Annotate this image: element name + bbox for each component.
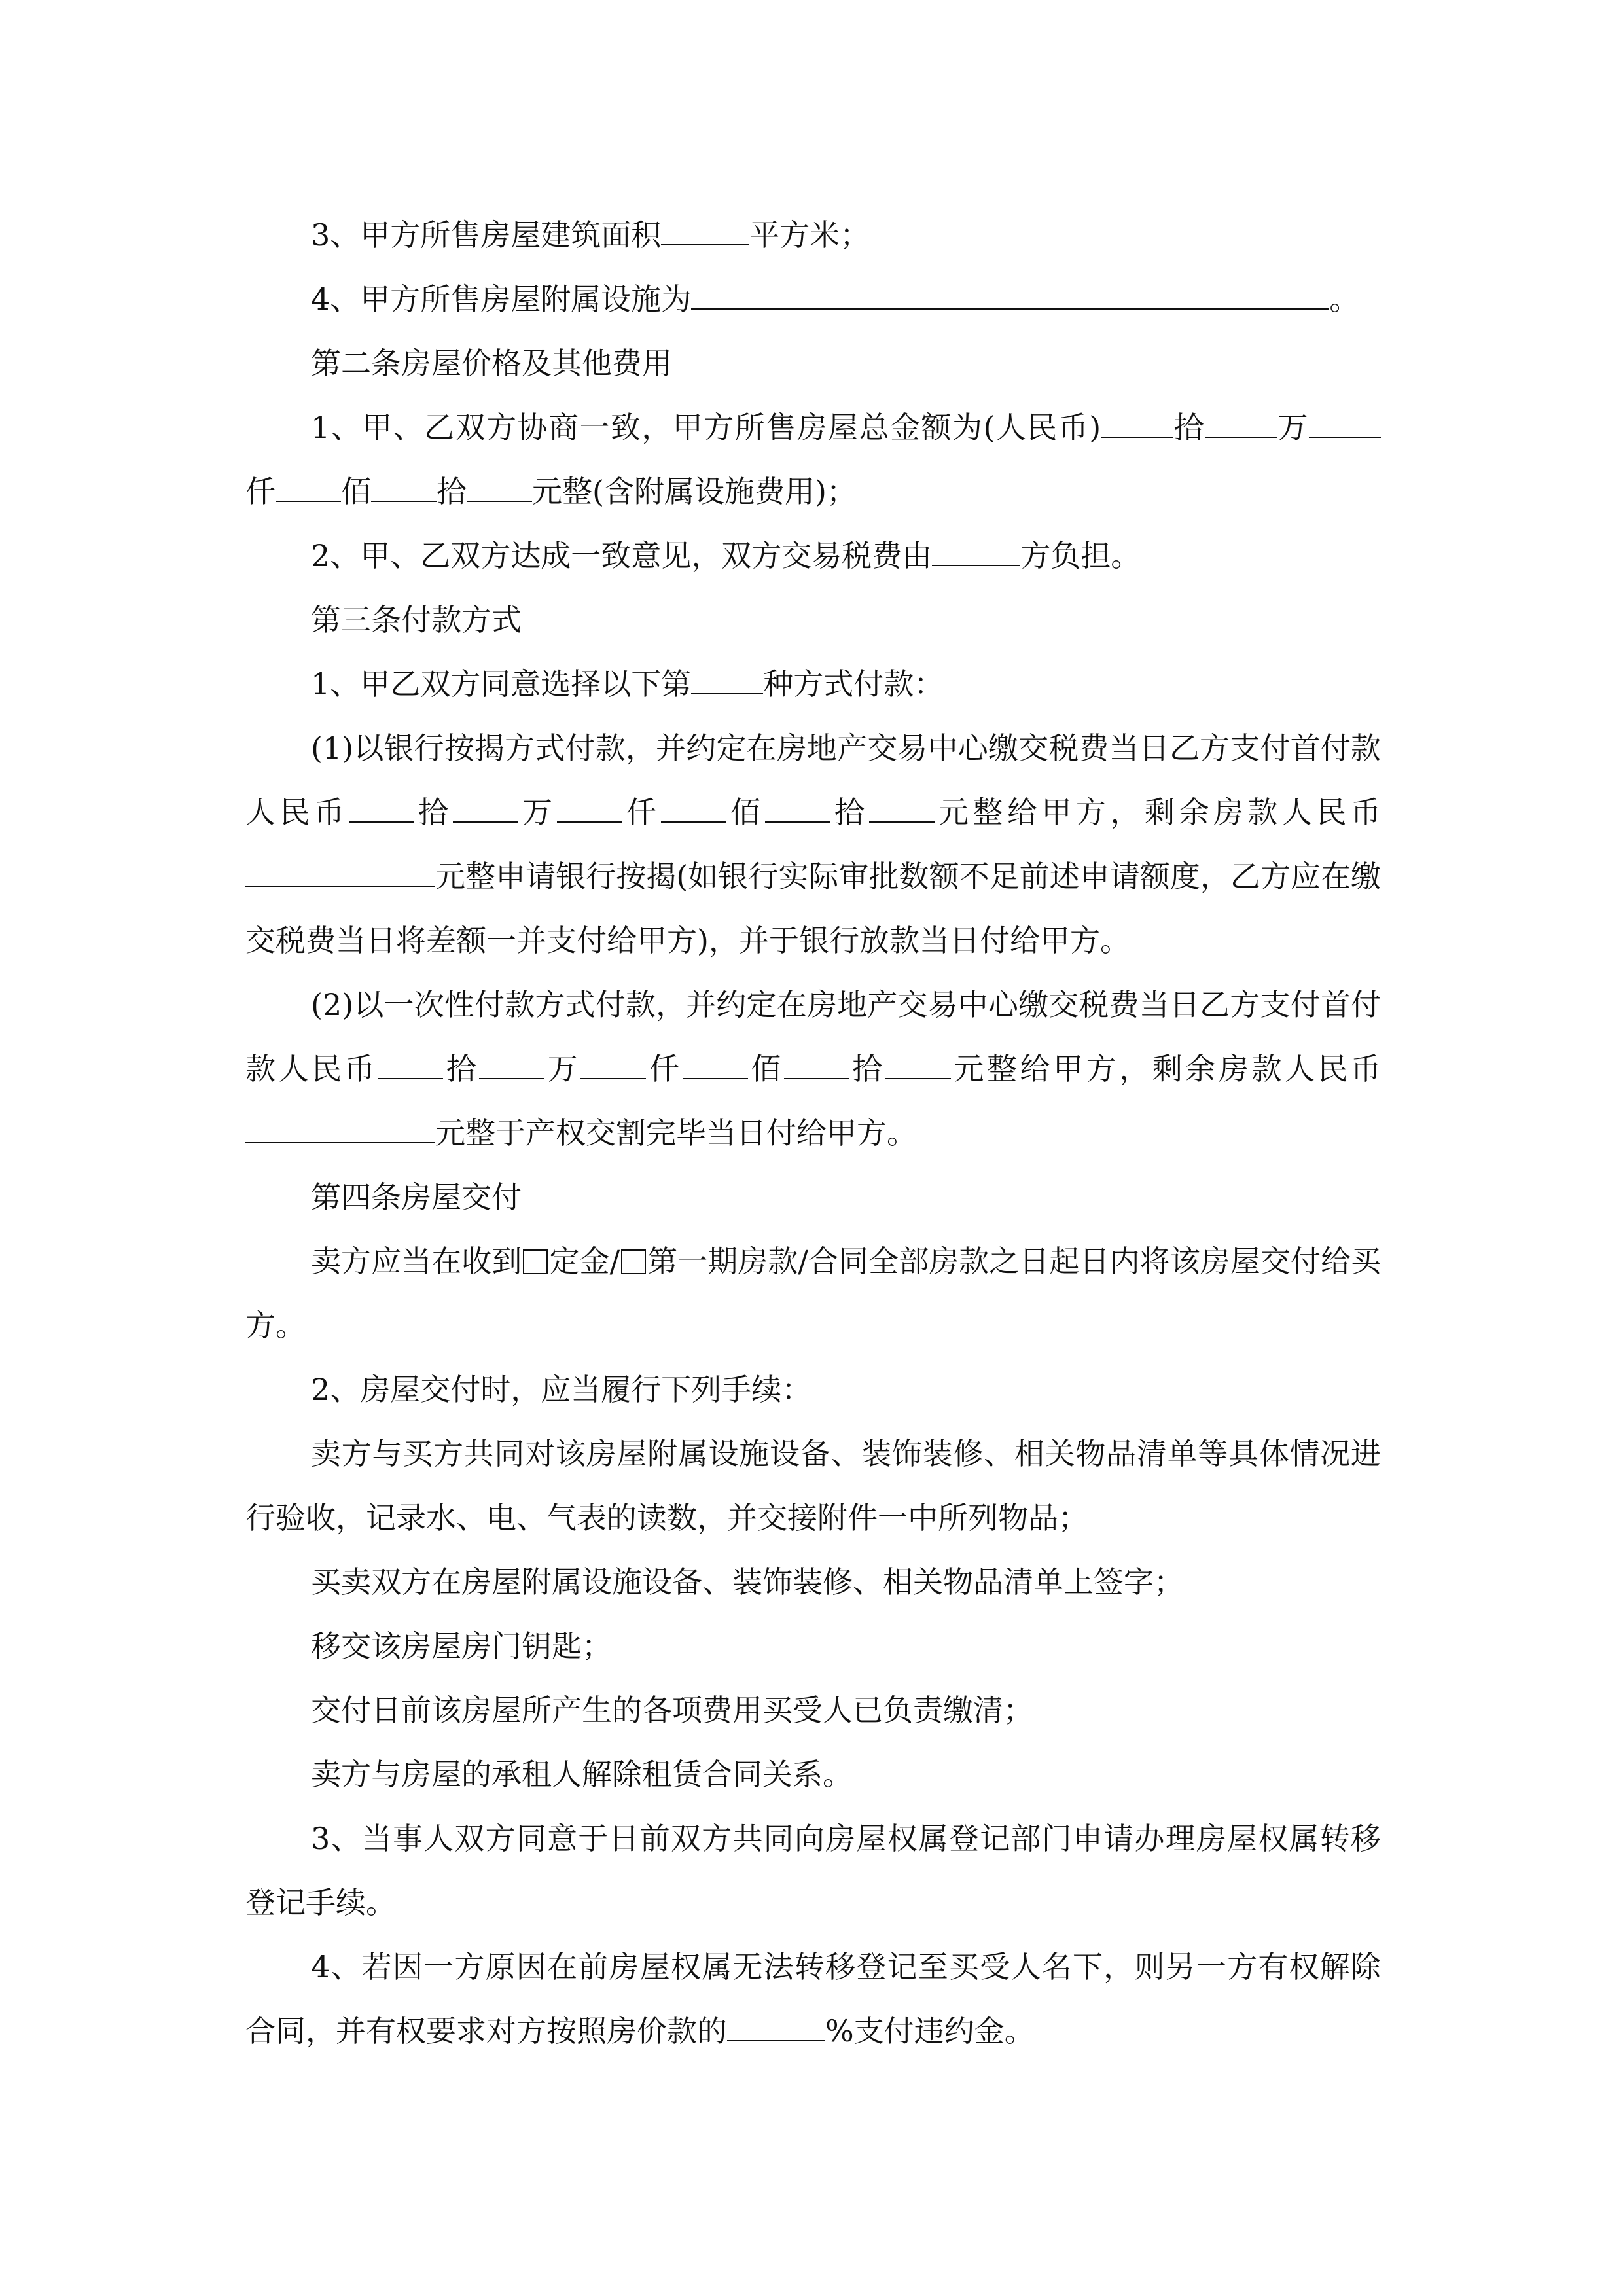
amount-blank[interactable] bbox=[869, 795, 935, 823]
price-blank[interactable] bbox=[371, 475, 437, 502]
penalty-percent-blank[interactable] bbox=[727, 2014, 825, 2041]
procedure-sign: 买卖双方在房屋附属设施设备、装饰装修、相关物品清单上签字； bbox=[311, 1564, 1184, 1600]
amount-blank[interactable] bbox=[885, 1052, 951, 1079]
amount-blank[interactable] bbox=[784, 1052, 849, 1079]
remaining-amount-blank[interactable] bbox=[245, 1116, 435, 1143]
article-4-heading: 第四条房屋交付 bbox=[311, 1179, 522, 1215]
facilities-blank[interactable] bbox=[691, 282, 1329, 310]
remaining-amount-blank[interactable] bbox=[245, 859, 435, 887]
amount-blank[interactable] bbox=[683, 1052, 748, 1079]
amount-blank[interactable] bbox=[765, 795, 830, 823]
payment-option-2: (2)以一次性付款方式付款，并约定在房地产交易中心缴交税费当日乙方支付首付款人民币 拾 万 仟 佰 拾 元整给甲方，剩余房款人民币元整于产权交割完毕当日付给甲方。 bbox=[245, 987, 1382, 1151]
clause-delivery: 卖方应当在收到 定金/ 第一期房款/合同全部房款之日起日内将该房屋交付给买方。 bbox=[245, 1244, 1382, 1343]
clause-area: 3、甲方所售房屋建筑面积 平方米； bbox=[311, 217, 870, 253]
amount-blank[interactable] bbox=[580, 1052, 646, 1079]
clause-registration: 3、当事人双方同意于日前双方共同向房屋权属登记部门申请办理房屋权属转移登记手续。 bbox=[245, 1821, 1381, 1920]
clause-tax: 2、甲、乙双方达成一致意见，双方交易税费由 方负担。 bbox=[311, 538, 1141, 573]
clause-facilities: 4、甲方所售房屋附属设施为 。 bbox=[311, 281, 1360, 317]
clause-total-price: 1、甲、乙双方协商一致，甲方所售房屋总金额为(人民币) 拾 万仟 佰 拾 元整(含附属设施费用)； bbox=[245, 395, 1381, 524]
checkbox-deposit[interactable] bbox=[523, 1249, 548, 1274]
area-blank[interactable] bbox=[661, 218, 749, 245]
article-3-heading: 第三条付款方式 bbox=[311, 602, 522, 637]
amount-blank[interactable] bbox=[557, 795, 622, 823]
price-blank[interactable] bbox=[1309, 410, 1381, 438]
procedure-fees: 交付日前该房屋所产生的各项费用买受人已负责缴清； bbox=[311, 1693, 1033, 1728]
contract-page bbox=[245, 203, 1381, 2063]
checkbox-first-payment[interactable] bbox=[621, 1249, 646, 1274]
price-blank[interactable] bbox=[467, 475, 532, 502]
clause-payment-choice: 1、甲乙双方同意选择以下第 种方式付款： bbox=[311, 666, 944, 702]
procedure-lease: 卖方与房屋的承租人解除租赁合同关系。 bbox=[311, 1757, 853, 1792]
amount-blank[interactable] bbox=[378, 1052, 443, 1079]
payment-option-1: (1)以银行按揭方式付款，并约定在房地产交易中心缴交税费当日乙方支付首付款人民币 拾 万 仟 佰 拾 元整给甲方，剩余房款人民币元整申请银行按揭(如银行实际审批数额不足前述申请额度，乙方应在缴交税费当日将差额一并支付给甲方)，并于银行放款当日付给甲方。 bbox=[245, 730, 1381, 958]
procedure-keys: 移交该房屋房门钥匙； bbox=[311, 1628, 612, 1664]
price-blank[interactable] bbox=[1205, 410, 1277, 438]
amount-blank[interactable] bbox=[479, 1052, 544, 1079]
price-blank[interactable] bbox=[1101, 410, 1173, 438]
procedure-inspection: 卖方与买方共同对该房屋附属设施设备、装饰装修、相关物品清单等具体情况进行验收，记录水、电、气表的读数，并交接附件一中所列物品； bbox=[245, 1436, 1381, 1535]
clause-delivery-procedures: 2、房屋交付时，应当履行下列手续： bbox=[311, 1372, 812, 1407]
amount-blank[interactable] bbox=[661, 795, 726, 823]
amount-blank[interactable] bbox=[349, 795, 414, 823]
clause-breach: 4、若因一方原因在前房屋权属无法转移登记至买受人名下，则另一方有权解除合同，并有权要求对方按照房价款的 %支付违约金。 bbox=[245, 1949, 1381, 2049]
payment-option-blank[interactable] bbox=[691, 667, 763, 694]
article-2-heading: 第二条房屋价格及其他费用 bbox=[311, 346, 672, 381]
price-blank[interactable] bbox=[276, 475, 341, 502]
amount-blank[interactable] bbox=[453, 795, 518, 823]
tax-party-blank[interactable] bbox=[932, 539, 1020, 566]
